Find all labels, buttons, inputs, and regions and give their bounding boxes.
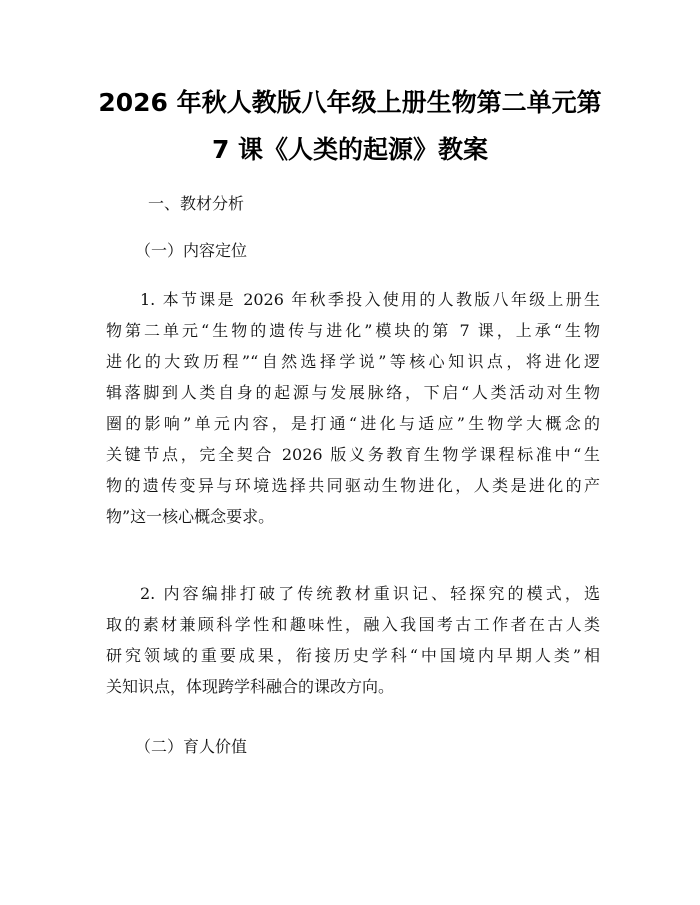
paragraph-line: 关知识点，体现跨学科融合的课改方向。 bbox=[106, 677, 395, 696]
paragraph-line: 圈的影响”单元内容，是打通“进化与适应”生物学大概念的 bbox=[106, 414, 600, 433]
paragraph-line: 物”这一核心概念要求。 bbox=[106, 507, 275, 526]
subsection-heading-educational-value: （二）育人价值 bbox=[135, 737, 248, 756]
paragraph-2 bbox=[106, 578, 600, 702]
paragraph-line: 物的遗传变异与环境选择共同驱动生物进化，人类是进化的产 bbox=[106, 476, 600, 495]
paragraph-1 bbox=[106, 284, 600, 532]
paragraph-line: 辑落脚到人类自身的起源与发展脉络，下启“人类活动对生物 bbox=[106, 383, 600, 402]
paragraph-line: 取的素材兼顾科学性和趣味性，融入我国考古工作者在古人类 bbox=[106, 615, 600, 634]
document-title-line-2: 7 课《人类的起源》教案 bbox=[211, 135, 489, 164]
section-heading-textbook-analysis: 一、教材分析 bbox=[148, 194, 245, 213]
paragraph-line: 2. 内容编排打破了传统教材重识记、轻探究的模式，选 bbox=[140, 584, 600, 603]
document-title-line-1: 2026 年秋人教版八年级上册生物第二单元第 bbox=[98, 88, 602, 117]
paragraph-line: 研究领域的重要成果，衔接历史学科“中国境内早期人类”相 bbox=[106, 646, 600, 665]
paragraph-line: 1. 本节课是 2026 年秋季投入使用的人教版八年级上册生 bbox=[140, 290, 600, 309]
paragraph-line: 关键节点，完全契合 2026 版义务教育生物学课程标准中“生 bbox=[106, 445, 600, 464]
subsection-heading-content-positioning: （一）内容定位 bbox=[135, 241, 248, 260]
paragraph-line: 进化的大致历程”“自然选择学说”等核心知识点，将进化逻 bbox=[106, 352, 600, 371]
paragraph-line: 物第二单元“生物的遗传与进化”模块的第 7 课，上承“生物 bbox=[106, 321, 600, 340]
